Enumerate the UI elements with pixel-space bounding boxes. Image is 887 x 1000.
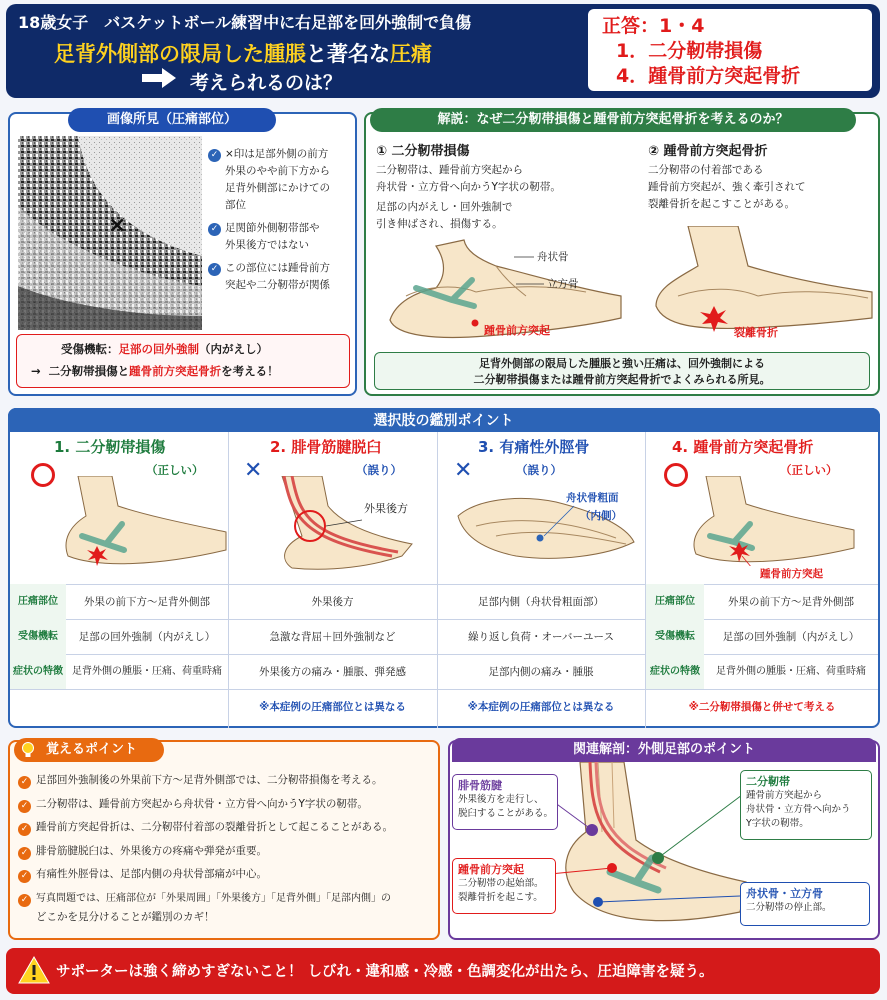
memory-item: ✓ 有痛性外脛骨は、足部内側の舟状骨部痛が中心。: [18, 863, 438, 887]
choice-2-verdict: （誤り）: [356, 463, 402, 477]
cell: 外果の前下方〜足背外側部: [728, 596, 854, 608]
correct-circle-icon: [664, 463, 688, 487]
choice-1-verdict: （正しい）: [146, 463, 204, 477]
choice-1-title: 1. 二分靭帯損傷: [54, 438, 166, 456]
comparison-table: [10, 584, 878, 726]
answer-box: [588, 9, 872, 91]
finding-point: ✓ この部位には踵骨前方 突起や二分靭帯が関係: [208, 260, 354, 294]
incorrect-x-icon: ✕: [454, 458, 473, 483]
bifurcate-ligament-foot-icon: [58, 476, 228, 572]
question-prompt: 考えられるのは？: [190, 72, 343, 94]
cell: 外果後方: [311, 596, 354, 608]
cuboid-label: 立方骨: [547, 278, 579, 290]
footer-warning-text: サポーターは強く締めすぎないこと！ しびれ・違和感・冷感・色調変化が出たら、圧迫障害を疑う。: [56, 964, 714, 980]
row-label-tenderness: 圧痛部位: [655, 596, 695, 607]
avulsion-label: 裂離骨折: [734, 326, 778, 339]
anterior-process-fracture-foot-icon: [686, 476, 856, 566]
question-part-middle: と著名な: [306, 42, 390, 66]
row-label-symptoms: 症状の特徴: [650, 666, 700, 677]
answer-title: 正答：1・4: [602, 15, 705, 37]
lightbulb-icon: [20, 741, 36, 759]
cell: 急激な背屈＋回外強制など: [269, 631, 396, 643]
anterior-process-callout: 踵骨前方突起 二分靭帯の起始部。 裂離骨折を起こす。: [452, 858, 556, 914]
cell: 足背外側の腫脹・圧痛、荷重時痛: [72, 666, 222, 677]
check-icon: ✓: [208, 223, 221, 236]
memory-item: ✓ 写真問題では、圧痛部位が「外果周囲」「外果後方」「足背外側」「足部内側」の どこかを見分けることが鑑別のカギ！: [18, 889, 438, 927]
navicular-label: 舟状骨: [537, 251, 569, 263]
cell: 外果後方の痛み・腫脹、弾発感: [259, 666, 406, 678]
memory-title-bar: [14, 738, 164, 762]
check-icon: ✓: [18, 870, 31, 883]
explain-title: 解説：なぜ二分靭帯損傷と踵骨前方突起骨折を考えるのか？: [370, 108, 856, 132]
memory-item: ✓ 足部回外強制後の外果前下方〜足背外側部では、二分靭帯損傷を考える。: [18, 769, 438, 793]
avulsion-section: ② 踵骨前方突起骨折 二分靭帯の付着部である 踵骨前方突起が、強く牽引されて 裂離骨折を起こすことがある。: [648, 140, 874, 213]
question-line: [54, 38, 432, 68]
check-icon: ✓: [18, 776, 31, 789]
xray-image: [18, 136, 202, 330]
memory-list: [18, 769, 438, 927]
case-description: 18歳女子 バスケットボール練習中に右足部を回外強制で負傷: [18, 13, 472, 32]
lateral-foot-anatomy-illustration: [540, 762, 750, 936]
check-icon: ✓: [208, 149, 221, 162]
anterior-process-label: 踵骨前方突起: [484, 324, 550, 337]
peroneal-callout: 腓骨筋腱 外果後方を走行し、 脱臼することがある。: [452, 774, 558, 830]
choice-3-label-2: （内側）: [580, 510, 622, 522]
peroneal-tendon-foot-icon: [262, 476, 432, 572]
row-label-tenderness: 圧痛部位: [18, 596, 58, 607]
question-part-tenderness: 圧痛: [390, 42, 432, 66]
cell: 足背外側の腫脹・圧痛、荷重時痛: [716, 666, 866, 677]
check-icon: ✓: [18, 800, 31, 813]
answer-item-4: 4．踵骨前方突起骨折: [616, 65, 801, 87]
bifurcate-heading: ① 二分靭帯損傷: [376, 144, 470, 159]
cell: 足部内側の痛み・腫脹: [488, 666, 594, 678]
question-part-swelling: 足背外側部の限局した腫脹: [54, 42, 306, 66]
arrow-right-icon: [140, 66, 178, 90]
choice-3-title: 3. 有痛性外脛骨: [478, 438, 590, 456]
explain-summary: 足背外側部の限局した腫脹と強い圧痛は、回外強制による 二分靭帯損傷または踵骨前方突起骨折でよくみられる所見。: [374, 352, 870, 390]
memory-title: 覚えるポイント: [46, 742, 138, 757]
cell: 足部の回外強制（内がえし）: [722, 631, 860, 643]
check-icon: ✓: [18, 823, 31, 836]
avulsion-heading: ② 踵骨前方突起骨折: [648, 144, 768, 159]
bifurcate-callout: 二分靭帯 踵骨前方突起から 舟状骨・立方骨へ向かう Y字状の靭帯。: [740, 770, 872, 840]
row-label-symptoms: 症状の特徴: [13, 666, 63, 677]
row-label-mechanism: 受傷機転: [655, 631, 695, 642]
check-icon: ✓: [208, 263, 221, 276]
cell: 繰り返し負荷・オーバーユース: [468, 631, 614, 643]
row-label-mechanism: 受傷機転: [18, 631, 58, 642]
memory-item: ✓ 腓骨筋腱脱臼は、外果後方の疼痛や弾発が重要。: [18, 840, 438, 864]
svg-text:×: ×: [108, 213, 127, 238]
memory-item: ✓ 踵骨前方突起骨折は、二分靭帯付着部の裂離骨折として起こることがある。: [18, 816, 438, 840]
choice-4-label: 踵骨前方突起: [760, 568, 823, 580]
choice-3-verdict: （誤り）: [516, 463, 562, 477]
check-icon: ✓: [18, 894, 31, 907]
choice-2-label: 外果後方: [364, 502, 408, 515]
mechanism-line: 受傷機転：足部の回外強制（内がえし）: [61, 342, 268, 356]
navicular-cuboid-callout: 舟状骨・立方骨 二分靭帯の停止部。: [740, 882, 870, 926]
answer-item-1: 1．二分靭帯損傷: [616, 40, 763, 62]
choice-4-verdict: （正しい）: [780, 463, 838, 477]
incorrect-x-icon: ✕: [244, 458, 263, 483]
finding-point: ✓ ×印は足部外側の前方 外果のやや前下方から 足背外側部にかけての 部位: [208, 146, 354, 214]
choice-3-label-1: 舟状骨粗面: [566, 492, 619, 504]
finding-point: ✓ 足関節外側靭帯部や 外果後方ではない: [208, 220, 354, 254]
cell: 足部内側（舟状骨粗面部）: [478, 596, 604, 608]
conclusion-line: → 二分靭帯損傷と踵骨前方突起骨折を考える！: [31, 364, 279, 378]
cell: 足部の回外強制（内がえし）: [78, 631, 216, 643]
choice-2-note: ※本症例の圧痛部位とは異なる: [259, 701, 406, 713]
findings-title: 画像所見（圧痛部位）: [68, 108, 276, 132]
warning-icon: [18, 955, 50, 985]
mechanism-box: [16, 334, 350, 388]
choices-title: 選択肢の鑑別ポイント: [373, 413, 514, 429]
check-icon: ✓: [18, 847, 31, 860]
memory-item: ✓ 二分靭帯は、踵骨前方突起から舟状骨・立方骨へ向かうY字状の靭帯。: [18, 793, 438, 817]
choice-2-title: 2. 腓骨筋腱脱臼: [270, 438, 382, 456]
bifurcate-section: ① 二分靭帯損傷 二分靭帯は、踵骨前方突起から 舟状骨・立方骨へ向かうY字状の靭帯。 足部の内がえし・回外強制で 引き伸ばされ、損傷する。: [376, 140, 636, 233]
choice-3-note: ※本症例の圧痛部位とは異なる: [467, 701, 615, 713]
choice-4-title: 4. 踵骨前方突起骨折: [672, 438, 814, 456]
correct-circle-icon: [31, 463, 55, 487]
findings-points: [208, 146, 354, 294]
cell: 外果の前下方〜足背外側部: [84, 596, 210, 608]
anatomy-title: 関連解剖：外側足部のポイント: [452, 738, 876, 762]
choice-4-note: ※二分靭帯損傷と併せて考える: [688, 701, 836, 713]
